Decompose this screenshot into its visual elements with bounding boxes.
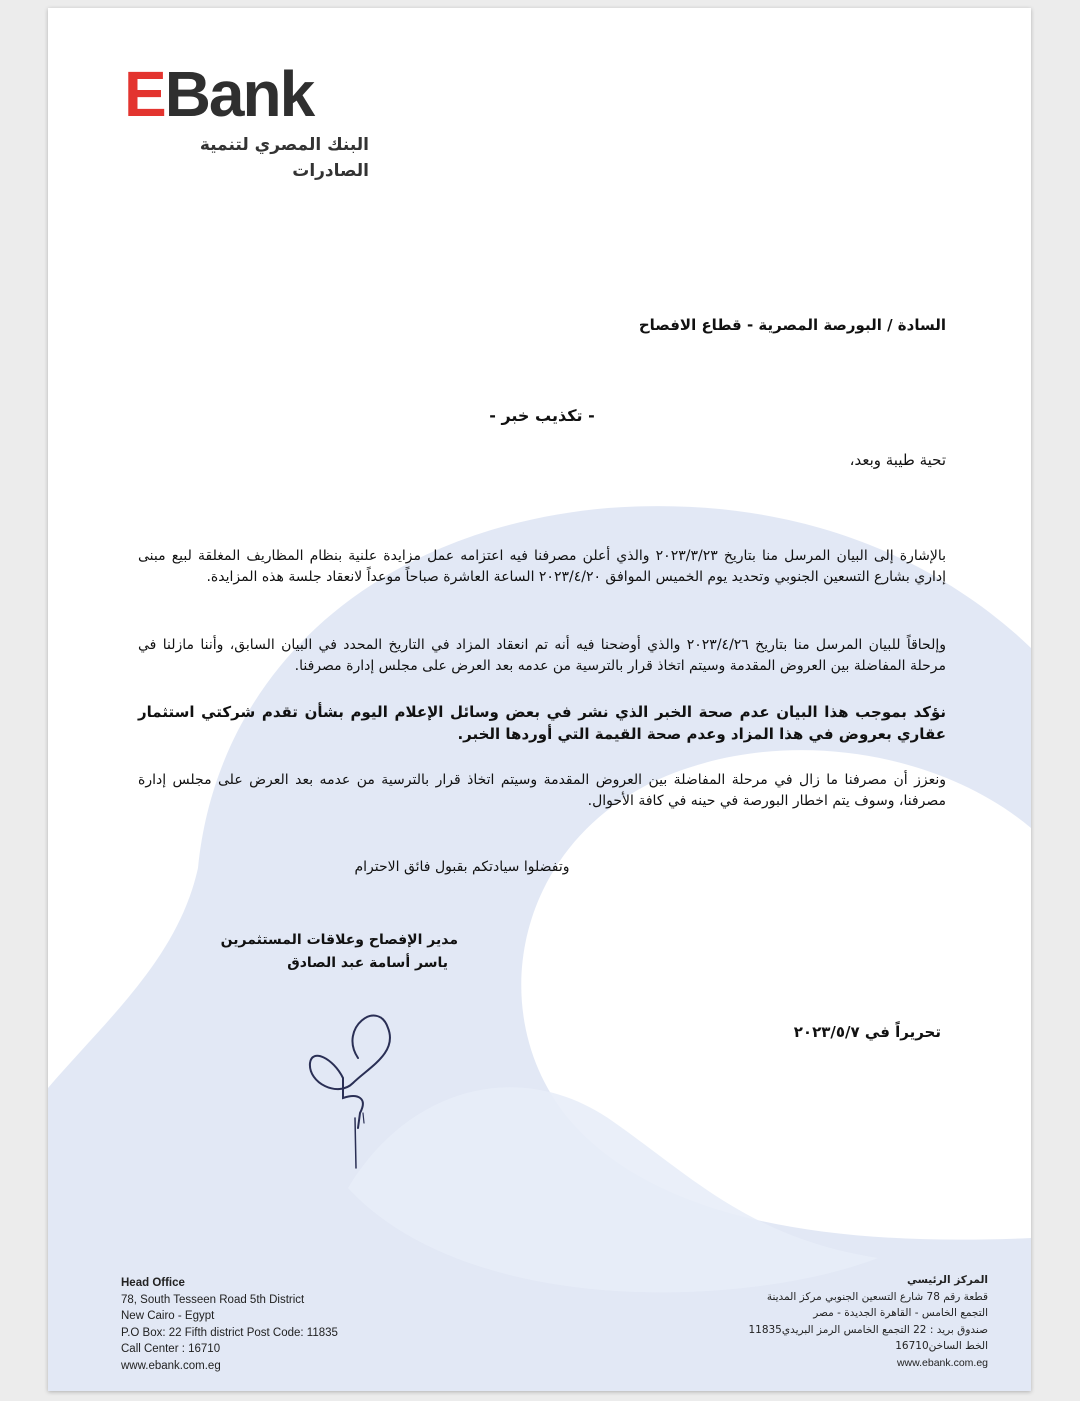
paragraph-3: نؤكد بموجب هذا البيان عدم صحة الخبر الذي نشر في بعض وسائل الإعلام اليوم بشأن تقدم شركتي استثمار عقاري بعروض في هذا المزاد وعدم صحة القيمة التي أوردها الخبر.	[138, 703, 946, 743]
ebank-logo	[124, 58, 384, 181]
footer-en-line: 78, South Tesseen Road 5th District	[121, 1293, 305, 1306]
paragraph-4: ونعزز أن مصرفنا ما زال في مرحلة المفاضلة بين العروض المقدمة وسيتم اتخاذ قرار بالترسية من عدمه بعد العرض على مجلس إدارة مصرفنا، وسوف يتم اخطار البورصة في حينه في كافة الأحوال.	[138, 772, 946, 809]
subject-line: - تكذيب خبر -	[489, 406, 595, 425]
footer-ar-website: www.ebank.com.eg	[896, 1356, 988, 1369]
footer-english	[121, 1275, 421, 1375]
logo-subtitle: البنك المصري لتنمية الصادرات	[199, 135, 369, 181]
logo-e: E	[124, 58, 165, 130]
footer-en-line: www.ebank.com.eg	[121, 1359, 221, 1372]
signatory-name: ياسر أسامة عبد الصادق	[287, 955, 448, 971]
footer-ar-line: الخط الساخن16710	[895, 1340, 988, 1353]
handwritten-signature	[298, 988, 418, 1178]
addressee: السادة / البورصة المصرية - قطاع الافصاح	[638, 316, 946, 334]
footer-ar-line: قطعة رقم 78 شارع التسعين الجنوبي مركز المدينة	[766, 1290, 988, 1303]
watermark-swoosh	[48, 8, 1031, 1391]
closing-line: وتفضلوا سيادتكم بقبول فائق الاحترام	[354, 859, 570, 875]
issue-date: تحريراً في ٢٠٢٣/٥/٧	[793, 1023, 941, 1041]
footer-en-line: P.O Box: 22 Fifth district Post Code: 11835	[121, 1326, 338, 1339]
logo-wordmark	[124, 60, 374, 128]
logo-k: k	[279, 58, 314, 130]
footer-en-head: Head Office	[121, 1277, 185, 1289]
paragraph-2: وإلحاقاً للبيان المرسل منا بتاريخ ٢٠٢٣/٤/٢٦ والذي أوضحنا فيه أنه تم انعقاد المزاد في التاريخ المحدد في البيان السابق، وأننا مازلنا في مرحلة المفاضلة بين العروض المقدمة وسيتم اتخاذ قرار بالترسية من عدمه بعد العرض على مجلس إدارة مصرفنا.	[138, 637, 947, 674]
footer-arabic	[688, 1272, 988, 1372]
footer-ar-line: صندوق بريد : 22 التجمع الخامس الرمز البريدي11835	[748, 1323, 988, 1336]
footer-en-line: Call Center : 16710	[121, 1343, 221, 1356]
greeting: تحية طيبة وبعد،	[849, 451, 946, 469]
paragraph-1: بالإشارة إلى البيان المرسل منا بتاريخ ٢٠٢٣/٣/٢٣ والذي أعلن مصرفنا فيه اعتزامه عمل مزايدة علنية بنظام المظاريف المغلقة لبيع مبنى إداري بشارع التسعين الجنوبي وتحديد يوم الخميس الموافق ٢٠٢٣/٤/٢٠ الساعة العاشرة صباحاً موعداً لانعقاد جلسة هذه المزايدة.	[138, 548, 946, 585]
letter-page	[48, 8, 1031, 1391]
footer-en-line: New Cairo - Egypt	[121, 1310, 215, 1323]
footer-ar-line: التجمع الخامس - القاهرة الجديدة - مصر	[813, 1307, 988, 1320]
signatory-title: مدير الإفصاح وعلاقات المستثمرين	[220, 932, 458, 948]
footer-ar-head: المركز الرئيسي	[906, 1274, 988, 1286]
logo-ban: Ban	[164, 58, 280, 130]
